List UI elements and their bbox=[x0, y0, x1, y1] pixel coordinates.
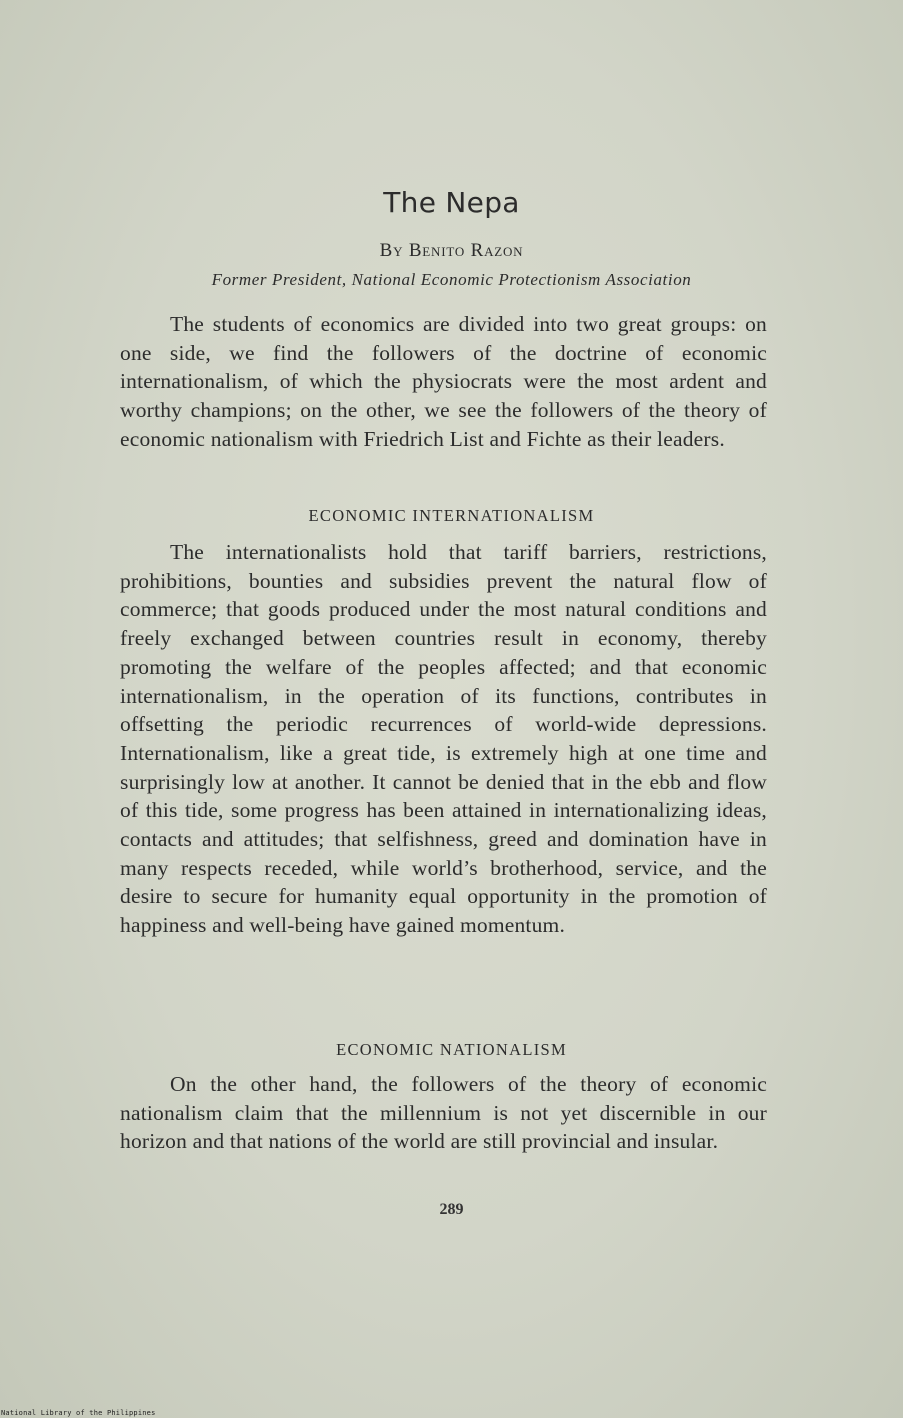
article-byline: By Benito Razon bbox=[379, 240, 524, 261]
section-heading-nationalism: ECONOMIC NATIONALISM bbox=[336, 1040, 567, 1059]
author-affiliation: Former President, National Economic Protectionism Association bbox=[211, 270, 692, 289]
intro-paragraph: The students of economics are divided into two great groups: on one side, we find the followers of the doctrine of economic internationalism, of which the physiocrats were the most ardent and worthy champions; on the other, we see the followers of the theory of economic nationalism with Friedrich List and Fichte as their leaders. bbox=[120, 312, 767, 451]
nationalism-paragraph: On the other hand, the followers of the theory of economic nationalism claim that the millennium is not yet discernible in our horizon and that nations of the world are still provincial and insular. bbox=[120, 1072, 767, 1154]
internationalism-paragraph: The internationalists hold that tariff barriers, restrictions, prohibitions, bounties and subsidies prevent the natural flow of commerce; that goods produced under the most natural conditions and freely exchanged between countries result in economy, thereby promoting the welfare of the peoples affected; and that economic internationalism, in the operation of its functions, contributes in offsetting the periodic recurrences of world-wide depressions. Internationalism, like a great tide, is extremely high at one time and surprisingly low at another. It cannot be denied that in the ebb and flow of this tide, some progress has been attained in internationalizing ideas, contacts and attitudes; that selfishness, greed and domination have in many respects receded, while world’s brotherhood, service, and the desire to secure for humanity equal opportunity in the promotion of happiness and well-being have gained momentum. bbox=[120, 540, 767, 938]
article-title: The Nepa bbox=[383, 186, 520, 219]
section-heading-internationalism: ECONOMIC INTERNATIONALISM bbox=[308, 506, 595, 525]
page-number: 289 bbox=[439, 1201, 464, 1218]
library-watermark: National Library of the Philippines bbox=[1, 1409, 156, 1417]
